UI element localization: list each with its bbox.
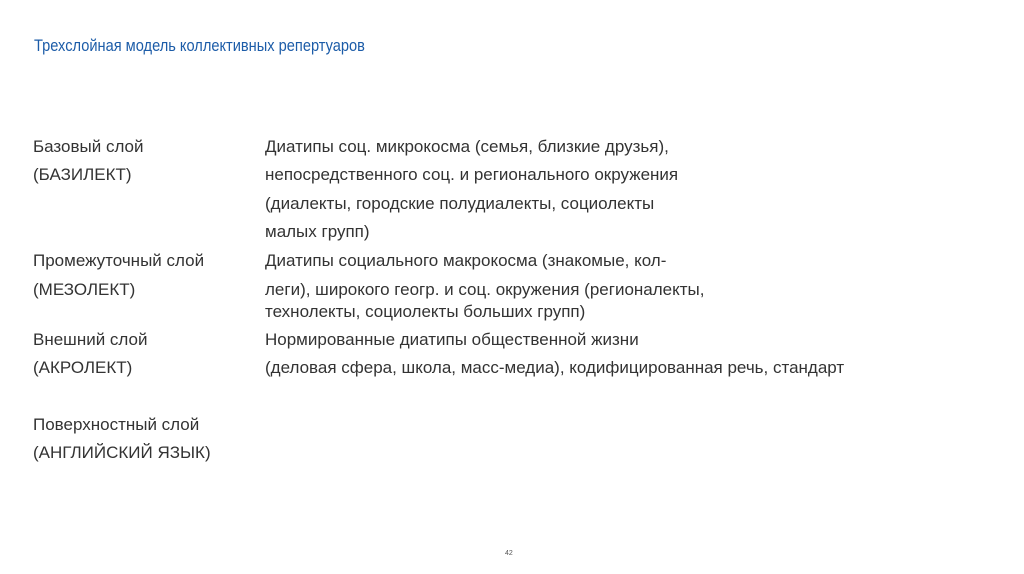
layer-term: (БАЗИЛЕКТ) <box>33 165 132 184</box>
layer-name: Базовый слой <box>33 137 144 156</box>
page-number: 42 <box>505 550 513 557</box>
layer-term: (АКРОЛЕКТ) <box>33 358 133 377</box>
layer-description: технолекты, социолекты больших групп) <box>265 302 586 321</box>
layer-name: Поверхностный слой <box>33 415 200 434</box>
layer-description: малых групп) <box>265 222 370 241</box>
layer-description: (деловая сфера, школа, масс-медиа), кодифицированная речь, стандарт <box>265 358 845 377</box>
layer-name: Внешний слой <box>33 330 148 349</box>
layer-name: Промежуточный слой <box>33 251 205 270</box>
layer-term: (МЕЗОЛЕКТ) <box>33 280 136 299</box>
layer-description: Диатипы соц. микрокосма (семья, близкие друзья), <box>265 137 669 156</box>
layer-description: Нормированные диатипы общественной жизни <box>265 330 639 349</box>
layer-description: (диалекты, городские полудиалекты, социолекты <box>265 194 655 213</box>
layer-description: леги), широкого геогр. и соц. окружения (регионалекты, <box>265 280 705 299</box>
layer-term: (АНГЛИЙСКИЙ ЯЗЫК) <box>33 443 211 462</box>
layer-description: Диатипы социального макрокосма (знакомые, кол- <box>265 251 667 270</box>
slide-title: Трехслойная модель коллективных репертуаров <box>34 36 365 55</box>
layer-description: непосредственного соц. и регионального окружения <box>265 165 679 184</box>
